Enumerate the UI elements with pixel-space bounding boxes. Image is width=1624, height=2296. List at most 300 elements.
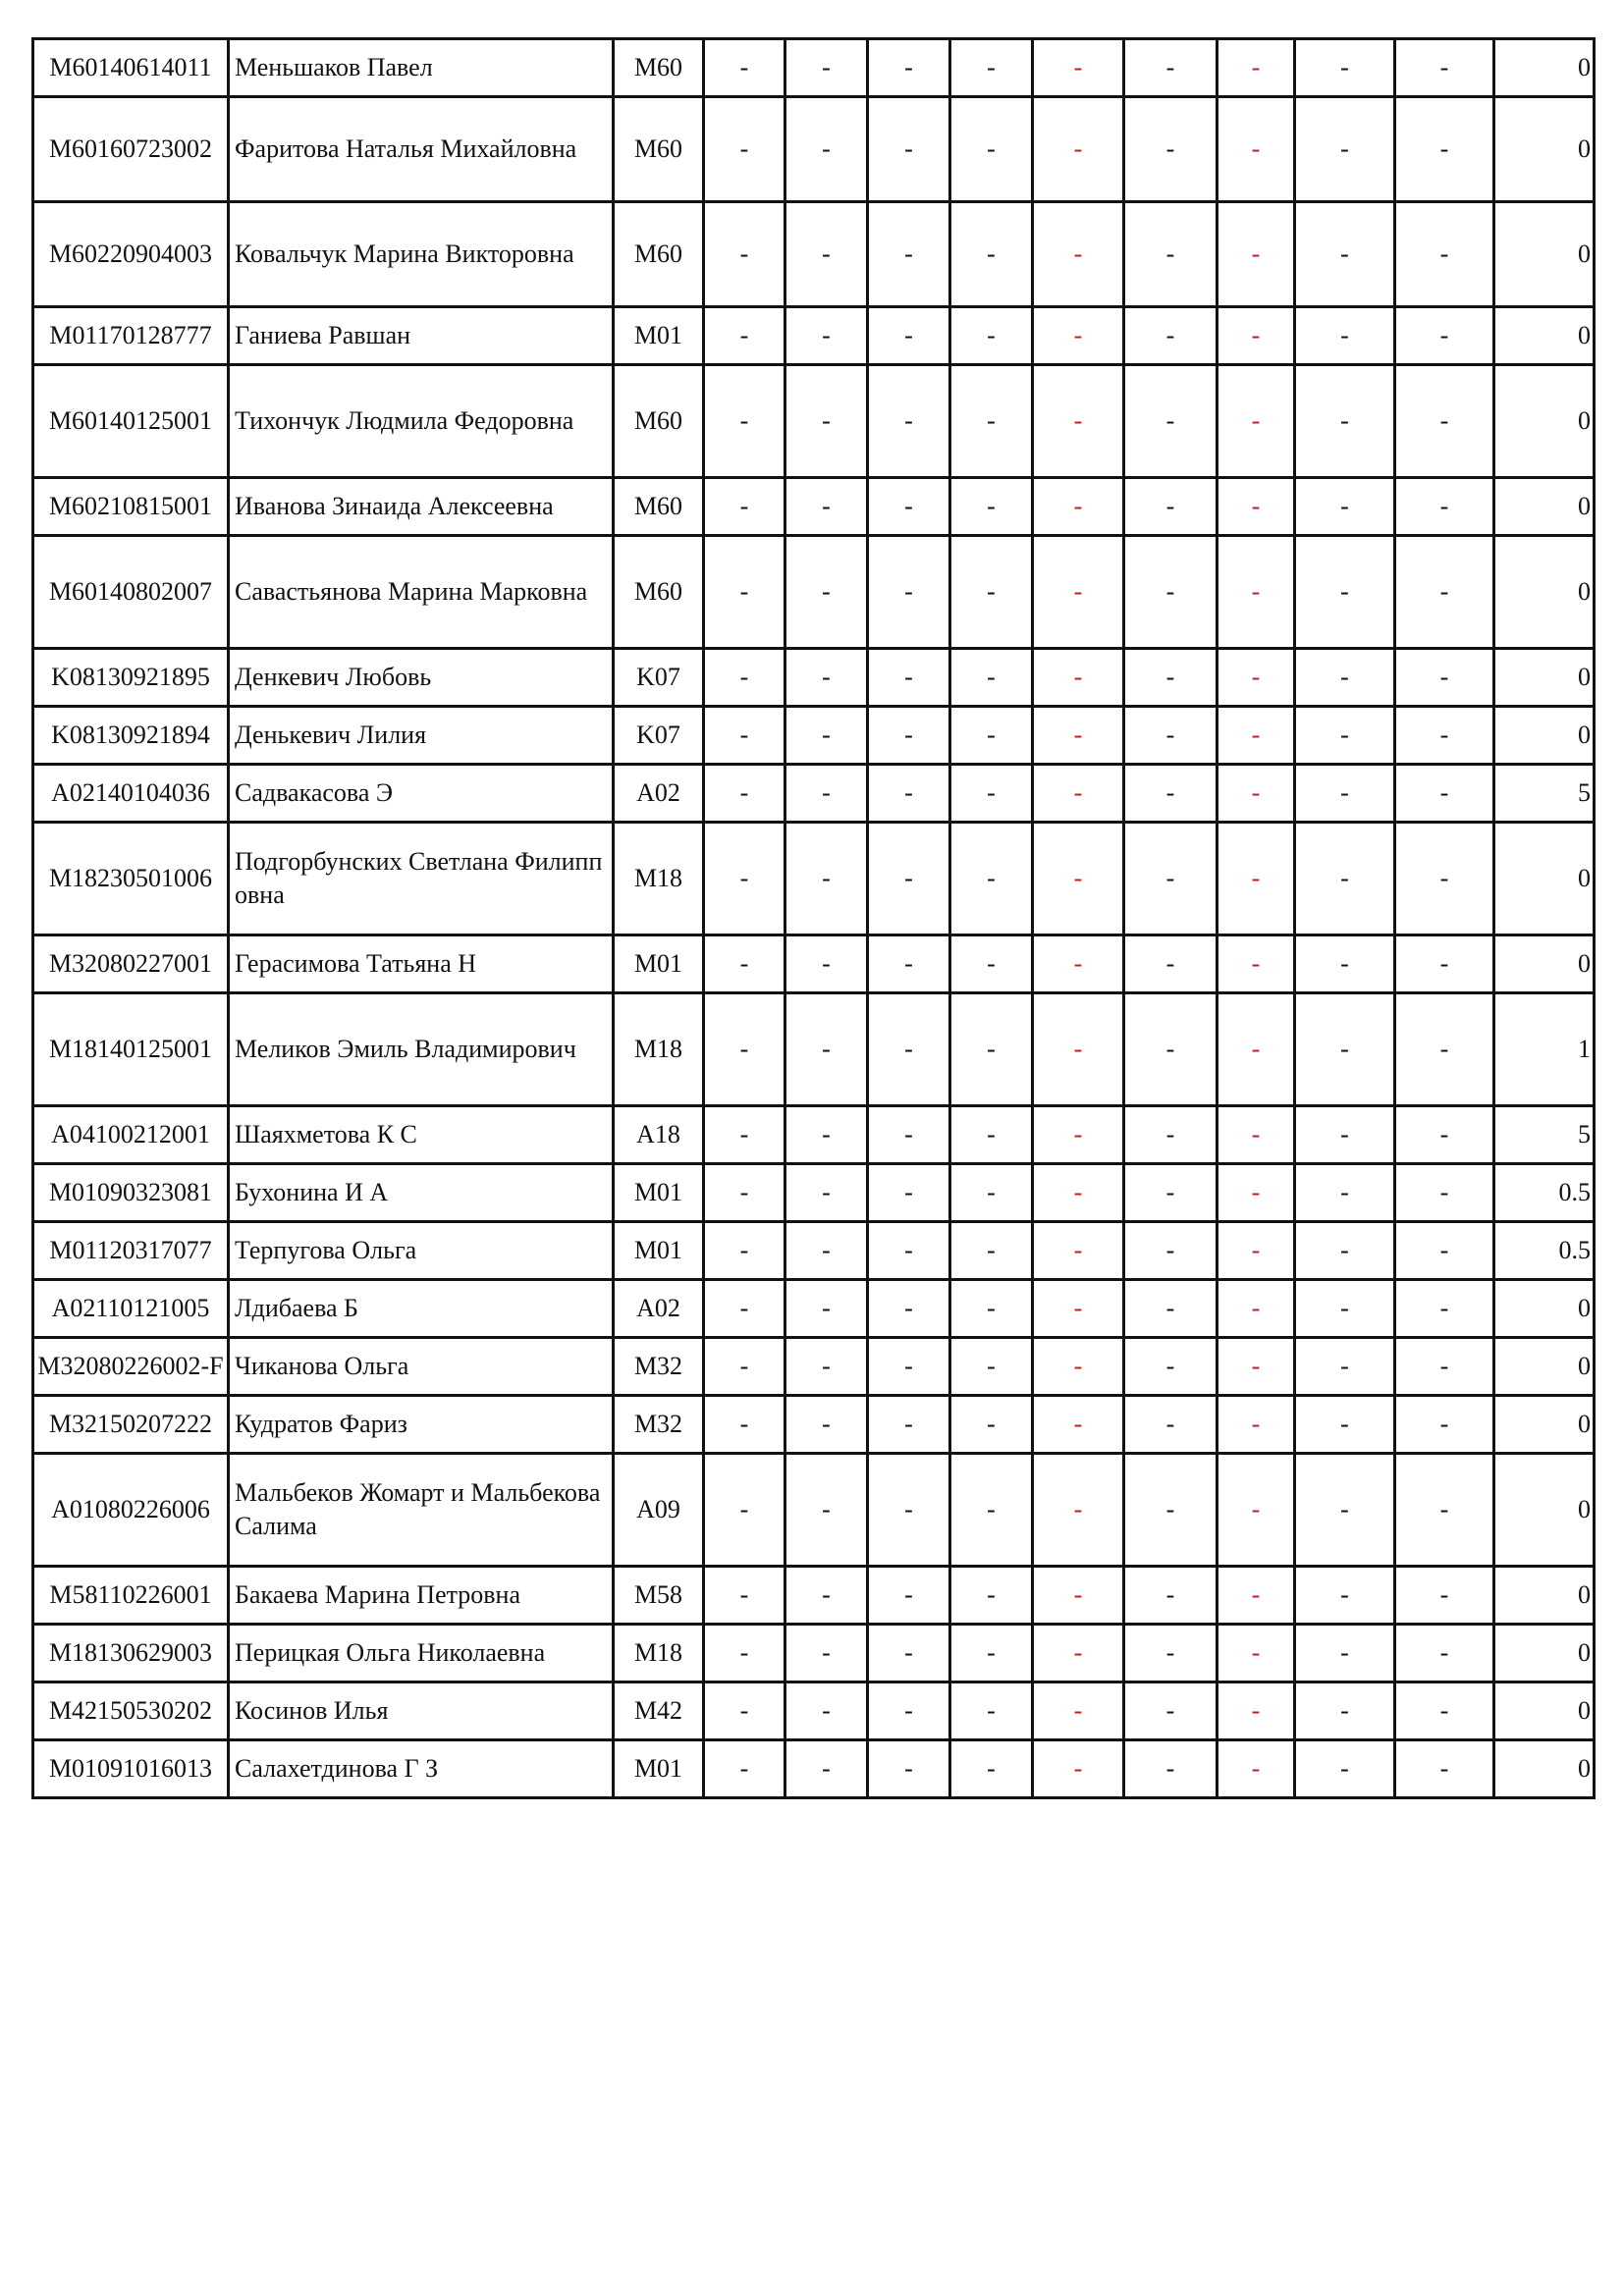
score-cell: - (704, 649, 785, 707)
score-cell: - (1124, 1396, 1218, 1454)
score-cell: - (868, 1567, 950, 1625)
score-cell: - (868, 1338, 950, 1396)
table-row (33, 1454, 1595, 1567)
score-cell: - (1124, 307, 1218, 365)
score-cell: - (1033, 536, 1124, 649)
score-cell: - (950, 765, 1033, 823)
participant-code: K08130921895 (33, 649, 229, 707)
score-cell: - (1124, 1338, 1218, 1396)
score-cell: - (704, 1396, 785, 1454)
score-cell: - (1124, 1106, 1218, 1164)
participant-code: M01091016013 (33, 1740, 229, 1798)
score-cell: - (704, 1740, 785, 1798)
participant-code: M60140125001 (33, 365, 229, 478)
participant-name: Савастьянова Марина Марковна (229, 536, 614, 649)
participant-group: M60 (614, 39, 704, 97)
participant-group: K07 (614, 649, 704, 707)
participant-group: M01 (614, 1222, 704, 1280)
score-cell: - (785, 536, 868, 649)
participant-group: M60 (614, 478, 704, 536)
participant-code: M01120317077 (33, 1222, 229, 1280)
participant-group: M60 (614, 97, 704, 202)
total-cell: 0 (1494, 536, 1595, 649)
total-cell: 0 (1494, 1682, 1595, 1740)
participant-name: Шаяхметова К С (229, 1106, 614, 1164)
score-cell: - (785, 1222, 868, 1280)
score-cell: - (1395, 1625, 1494, 1682)
score-cell: - (1124, 1740, 1218, 1798)
table-row (33, 1682, 1595, 1740)
score-cell: - (1218, 1164, 1295, 1222)
participant-name: Денкевич Любовь (229, 649, 614, 707)
score-cell: - (1395, 765, 1494, 823)
score-cell: - (1295, 993, 1395, 1106)
score-cell: - (868, 536, 950, 649)
table-row (33, 202, 1595, 307)
table-row (33, 39, 1595, 97)
participant-group: M42 (614, 1682, 704, 1740)
score-cell: - (1124, 1567, 1218, 1625)
participant-group: M32 (614, 1396, 704, 1454)
table-row (33, 1396, 1595, 1454)
participant-code: M58110226001 (33, 1567, 229, 1625)
score-cell: - (1124, 1454, 1218, 1567)
score-cell: - (1395, 1222, 1494, 1280)
score-cell: - (950, 1280, 1033, 1338)
participant-group: A02 (614, 1280, 704, 1338)
table-row (33, 707, 1595, 765)
participant-code: A04100212001 (33, 1106, 229, 1164)
table-row (33, 1625, 1595, 1682)
score-cell: - (868, 1740, 950, 1798)
score-cell: - (1218, 1280, 1295, 1338)
participant-name: Косинов Илья (229, 1682, 614, 1740)
score-cell: - (1295, 1682, 1395, 1740)
score-cell: - (868, 935, 950, 993)
score-cell: - (950, 1740, 1033, 1798)
score-cell: - (1218, 1682, 1295, 1740)
score-cell: - (950, 202, 1033, 307)
participant-code: A01080226006 (33, 1454, 229, 1567)
score-cell: - (1395, 649, 1494, 707)
participant-code: M32080227001 (33, 935, 229, 993)
score-cell: - (1395, 1740, 1494, 1798)
participant-code: K08130921894 (33, 707, 229, 765)
participant-code: M18230501006 (33, 823, 229, 935)
score-cell: - (1218, 823, 1295, 935)
score-cell: - (1395, 993, 1494, 1106)
total-cell: 0 (1494, 1567, 1595, 1625)
score-cell: - (950, 307, 1033, 365)
participant-name: Подгорбунских Светлана Филипповна (229, 823, 614, 935)
total-cell: 1 (1494, 993, 1595, 1106)
score-cell: - (1033, 1682, 1124, 1740)
participant-name: Бакаева Марина Петровна (229, 1567, 614, 1625)
score-cell: - (1033, 1106, 1124, 1164)
score-cell: - (868, 307, 950, 365)
score-cell: - (785, 1338, 868, 1396)
score-cell: - (785, 365, 868, 478)
score-cell: - (868, 823, 950, 935)
score-cell: - (1395, 1454, 1494, 1567)
participant-group: A02 (614, 765, 704, 823)
score-cell: - (1218, 935, 1295, 993)
participant-group: M60 (614, 536, 704, 649)
participant-name: Лдибаева Б (229, 1280, 614, 1338)
participant-code: M18140125001 (33, 993, 229, 1106)
score-cell: - (704, 97, 785, 202)
score-cell: - (868, 1454, 950, 1567)
participant-group: M18 (614, 993, 704, 1106)
participant-code: M32150207222 (33, 1396, 229, 1454)
score-cell: - (785, 765, 868, 823)
score-cell: - (785, 478, 868, 536)
participant-code: M60140614011 (33, 39, 229, 97)
score-cell: - (950, 823, 1033, 935)
table-row (33, 765, 1595, 823)
score-cell: - (1295, 1740, 1395, 1798)
score-cell: - (704, 39, 785, 97)
score-cell: - (950, 1222, 1033, 1280)
score-cell: - (950, 1567, 1033, 1625)
score-cell: - (704, 707, 785, 765)
score-cell: - (950, 1164, 1033, 1222)
score-cell: - (1033, 478, 1124, 536)
score-cell: - (785, 97, 868, 202)
score-cell: - (1033, 39, 1124, 97)
participant-group: M01 (614, 1164, 704, 1222)
score-cell: - (950, 707, 1033, 765)
score-cell: - (1218, 1338, 1295, 1396)
participant-group: M60 (614, 202, 704, 307)
score-cell: - (785, 1740, 868, 1798)
score-cell: - (1295, 935, 1395, 993)
score-cell: - (1218, 202, 1295, 307)
participant-name: Ковальчук Марина Викторовна (229, 202, 614, 307)
table-row (33, 478, 1595, 536)
score-cell: - (1124, 536, 1218, 649)
score-cell: - (704, 1625, 785, 1682)
participant-name: Кудратов Фариз (229, 1396, 614, 1454)
score-cell: - (785, 1454, 868, 1567)
score-cell: - (1395, 1280, 1494, 1338)
score-cell: - (1033, 1338, 1124, 1396)
score-cell: - (1395, 202, 1494, 307)
score-cell: - (1033, 707, 1124, 765)
score-cell: - (1033, 307, 1124, 365)
participant-name: Салахетдинова Г З (229, 1740, 614, 1798)
score-cell: - (704, 1222, 785, 1280)
score-cell: - (1218, 1740, 1295, 1798)
score-cell: - (1295, 536, 1395, 649)
participant-name: Бухонина И А (229, 1164, 614, 1222)
score-cell: - (704, 536, 785, 649)
score-cell: - (785, 1280, 868, 1338)
score-cell: - (785, 39, 868, 97)
total-cell: 0 (1494, 707, 1595, 765)
score-cell: - (1124, 707, 1218, 765)
score-cell: - (1033, 365, 1124, 478)
score-cell: - (868, 39, 950, 97)
score-cell: - (785, 1625, 868, 1682)
score-cell: - (1295, 1338, 1395, 1396)
total-cell: 0 (1494, 478, 1595, 536)
score-cell: - (1218, 97, 1295, 202)
score-cell: - (704, 1280, 785, 1338)
score-cell: - (1395, 365, 1494, 478)
score-cell: - (785, 707, 868, 765)
score-cell: - (704, 935, 785, 993)
score-cell: - (868, 1396, 950, 1454)
score-cell: - (785, 823, 868, 935)
score-cell: - (1395, 1106, 1494, 1164)
participant-code: M60220904003 (33, 202, 229, 307)
participant-code: M42150530202 (33, 1682, 229, 1740)
score-cell: - (868, 97, 950, 202)
score-cell: - (1218, 365, 1295, 478)
score-cell: - (1124, 478, 1218, 536)
total-cell: 0 (1494, 1396, 1595, 1454)
total-cell: 0 (1494, 1625, 1595, 1682)
score-cell: - (1033, 1396, 1124, 1454)
score-cell: - (1395, 39, 1494, 97)
score-cell: - (704, 823, 785, 935)
score-cell: - (785, 1396, 868, 1454)
score-cell: - (1295, 39, 1395, 97)
score-cell: - (950, 1396, 1033, 1454)
participant-code: A02110121005 (33, 1280, 229, 1338)
total-cell: 0 (1494, 97, 1595, 202)
score-cell: - (704, 307, 785, 365)
score-cell: - (868, 1222, 950, 1280)
score-cell: - (1295, 823, 1395, 935)
score-cell: - (1218, 536, 1295, 649)
score-cell: - (950, 1338, 1033, 1396)
participant-name: Фаритова Наталья Михайловна (229, 97, 614, 202)
participant-group: M18 (614, 823, 704, 935)
participant-group: K07 (614, 707, 704, 765)
score-cell: - (1218, 1454, 1295, 1567)
participant-group: M32 (614, 1338, 704, 1396)
score-cell: - (1295, 1396, 1395, 1454)
score-cell: - (1033, 649, 1124, 707)
participant-name: Меликов Эмиль Владимирович (229, 993, 614, 1106)
participant-name: Чиканова Ольга (229, 1338, 614, 1396)
score-cell: - (1124, 823, 1218, 935)
score-cell: - (785, 1164, 868, 1222)
total-cell: 0 (1494, 649, 1595, 707)
table-row (33, 1740, 1595, 1798)
score-cell: - (704, 365, 785, 478)
score-cell: - (1218, 765, 1295, 823)
table-body (33, 39, 1595, 1798)
table-row (33, 823, 1595, 935)
score-cell: - (1295, 649, 1395, 707)
score-cell: - (1395, 823, 1494, 935)
participant-name: Ганиева Равшан (229, 307, 614, 365)
total-cell: 5 (1494, 1106, 1595, 1164)
total-cell: 0 (1494, 1454, 1595, 1567)
total-cell: 5 (1494, 765, 1595, 823)
participant-name: Мальбеков Жомарт и Мальбекова Салима (229, 1454, 614, 1567)
score-cell: - (704, 993, 785, 1106)
participant-code: M60210815001 (33, 478, 229, 536)
participant-code: M01170128777 (33, 307, 229, 365)
score-cell: - (950, 649, 1033, 707)
score-cell: - (1218, 649, 1295, 707)
score-cell: - (1033, 1567, 1124, 1625)
table-row (33, 1280, 1595, 1338)
participant-code: M01090323081 (33, 1164, 229, 1222)
score-cell: - (1295, 478, 1395, 536)
score-cell: - (1124, 202, 1218, 307)
score-cell: - (1295, 1625, 1395, 1682)
score-cell: - (950, 39, 1033, 97)
score-cell: - (1295, 365, 1395, 478)
score-cell: - (1395, 1567, 1494, 1625)
score-cell: - (1295, 1567, 1395, 1625)
participant-name: Денькевич Лилия (229, 707, 614, 765)
total-cell: 0 (1494, 935, 1595, 993)
participant-name: Тихончук Людмила Федоровна (229, 365, 614, 478)
table-row (33, 649, 1595, 707)
total-cell: 0 (1494, 1740, 1595, 1798)
score-cell: - (950, 365, 1033, 478)
table-row (33, 1567, 1595, 1625)
total-cell: 0 (1494, 823, 1595, 935)
participant-group: M01 (614, 1740, 704, 1798)
participant-group: M18 (614, 1625, 704, 1682)
table-row (33, 1106, 1595, 1164)
score-cell: - (1033, 1740, 1124, 1798)
score-cell: - (785, 1567, 868, 1625)
score-cell: - (704, 1682, 785, 1740)
score-cell: - (1295, 1164, 1395, 1222)
participant-code: A02140104036 (33, 765, 229, 823)
score-cell: - (1033, 1280, 1124, 1338)
score-cell: - (1124, 1222, 1218, 1280)
participant-group: M60 (614, 365, 704, 478)
score-cell: - (785, 307, 868, 365)
score-cell: - (704, 478, 785, 536)
score-cell: - (950, 97, 1033, 202)
table-row (33, 1338, 1595, 1396)
score-cell: - (704, 202, 785, 307)
participant-group: A09 (614, 1454, 704, 1567)
participant-group: A18 (614, 1106, 704, 1164)
score-cell: - (950, 935, 1033, 993)
score-cell: - (1395, 1682, 1494, 1740)
score-cell: - (1218, 707, 1295, 765)
score-cell: - (785, 993, 868, 1106)
score-cell: - (785, 1106, 868, 1164)
table-row (33, 935, 1595, 993)
score-cell: - (868, 202, 950, 307)
score-cell: - (1033, 823, 1124, 935)
score-cell: - (704, 1164, 785, 1222)
participant-name: Перицкая Ольга Николаевна (229, 1625, 614, 1682)
score-cell: - (704, 1106, 785, 1164)
score-cell: - (868, 1280, 950, 1338)
score-cell: - (1124, 1682, 1218, 1740)
score-cell: - (1218, 39, 1295, 97)
participant-name: Герасимова Татьяна Н (229, 935, 614, 993)
score-cell: - (1218, 307, 1295, 365)
score-cell: - (1124, 1625, 1218, 1682)
score-cell: - (868, 478, 950, 536)
score-cell: - (1295, 202, 1395, 307)
total-cell: 0 (1494, 1280, 1595, 1338)
score-cell: - (868, 993, 950, 1106)
score-cell: - (1295, 1222, 1395, 1280)
total-cell: 0 (1494, 307, 1595, 365)
results-table (31, 37, 1596, 1799)
participant-group: M58 (614, 1567, 704, 1625)
table-row (33, 365, 1595, 478)
score-cell: - (868, 707, 950, 765)
score-cell: - (950, 993, 1033, 1106)
participant-name: Терпугова Ольга (229, 1222, 614, 1280)
participant-group: M01 (614, 307, 704, 365)
score-cell: - (868, 1682, 950, 1740)
score-cell: - (785, 649, 868, 707)
score-cell: - (1395, 1164, 1494, 1222)
score-cell: - (1033, 1625, 1124, 1682)
score-cell: - (704, 765, 785, 823)
score-cell: - (868, 1106, 950, 1164)
score-cell: - (950, 536, 1033, 649)
score-cell: - (1124, 97, 1218, 202)
participant-name: Иванова Зинаида Алексеевна (229, 478, 614, 536)
score-cell: - (1395, 307, 1494, 365)
participant-code: M60160723002 (33, 97, 229, 202)
score-cell: - (1395, 707, 1494, 765)
score-cell: - (1033, 97, 1124, 202)
table-row (33, 536, 1595, 649)
score-cell: - (785, 1682, 868, 1740)
participant-code: M60140802007 (33, 536, 229, 649)
participant-code: M18130629003 (33, 1625, 229, 1682)
participant-group: M01 (614, 935, 704, 993)
score-cell: - (1124, 365, 1218, 478)
score-cell: - (1124, 935, 1218, 993)
total-cell: 0 (1494, 39, 1595, 97)
score-cell: - (1124, 1280, 1218, 1338)
score-cell: - (1295, 1280, 1395, 1338)
score-cell: - (1295, 307, 1395, 365)
score-cell: - (868, 765, 950, 823)
score-cell: - (1295, 1106, 1395, 1164)
score-cell: - (950, 1454, 1033, 1567)
score-cell: - (1124, 993, 1218, 1106)
score-cell: - (1395, 536, 1494, 649)
score-cell: - (950, 1106, 1033, 1164)
score-cell: - (1124, 39, 1218, 97)
score-cell: - (785, 202, 868, 307)
score-cell: - (1033, 202, 1124, 307)
score-cell: - (1395, 97, 1494, 202)
total-cell: 0 (1494, 202, 1595, 307)
score-cell: - (1395, 935, 1494, 993)
score-cell: - (1033, 1222, 1124, 1280)
score-cell: - (1295, 765, 1395, 823)
score-cell: - (868, 1164, 950, 1222)
participant-name: Садвакасова Э (229, 765, 614, 823)
score-cell: - (1395, 478, 1494, 536)
table-row (33, 993, 1595, 1106)
score-cell: - (1033, 1164, 1124, 1222)
total-cell: 0.5 (1494, 1164, 1595, 1222)
